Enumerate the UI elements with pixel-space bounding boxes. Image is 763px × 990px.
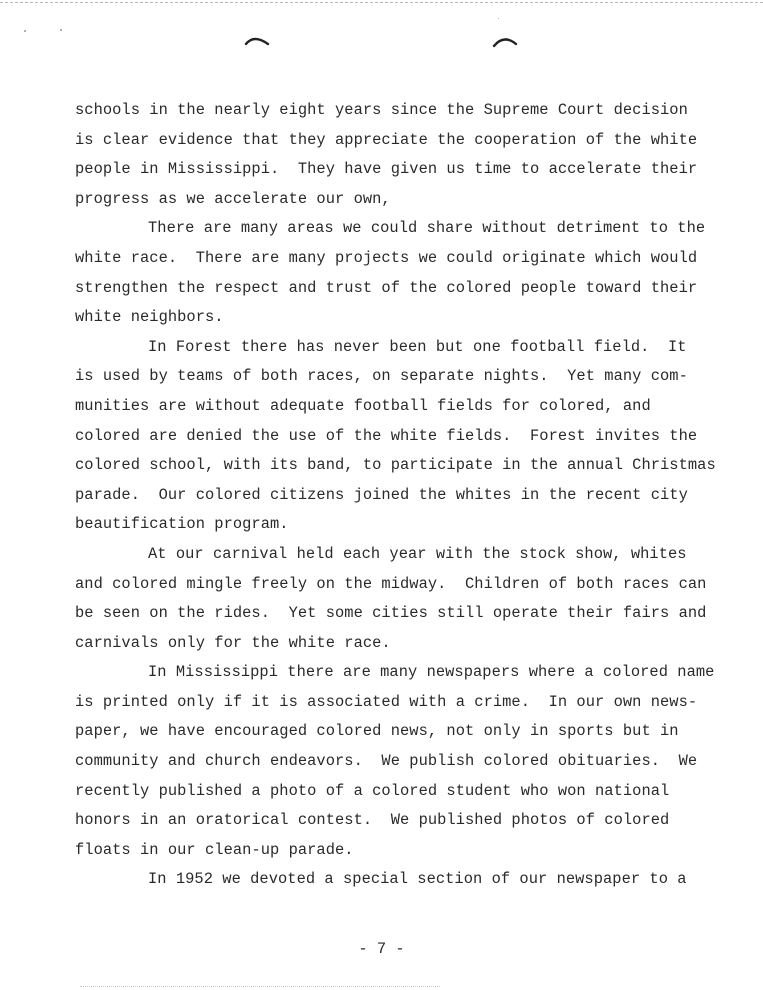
text-line: community and church endeavors. We publish colored obituaries. We — [75, 752, 698, 771]
text-line: In Forest there has never been but one football field. It — [148, 337, 687, 356]
paragraph — [75, 214, 755, 332]
text-line: recently published a photo of a colored student who won national — [75, 781, 670, 800]
text-line: white race. There are many projects we could originate which would — [75, 248, 698, 267]
top-edge-rule — [0, 2, 763, 3]
text-line: schools in the nearly eight years since the Supreme Court decision — [75, 101, 688, 119]
text-line: colored are denied the use of the white fields. Forest invites the — [75, 426, 698, 445]
paragraph — [75, 658, 755, 865]
bottom-edge-rule — [80, 986, 440, 987]
text-line: In 1952 we devoted a special section of our newspaper to a — [148, 870, 687, 889]
scan-speck — [498, 18, 499, 19]
text-line: In Mississippi there are many newspapers where a colored name — [148, 663, 715, 682]
text-line: be seen on the rides. Yet some cities still operate their fairs and — [75, 604, 707, 623]
paragraph — [75, 865, 755, 895]
scan-speck — [24, 30, 26, 32]
text-line: parade. Our colored citizens joined the whites in the recent city — [75, 485, 688, 504]
binder-mark-left — [244, 32, 272, 48]
page-number: - 7 - — [358, 940, 405, 958]
text-line: is printed only if it is associated with a crime. In our own news- — [75, 692, 698, 711]
binder-mark-right — [492, 32, 520, 48]
text-line: white neighbors. — [75, 308, 224, 327]
text-line: strengthen the respect and trust of the colored people toward their — [75, 278, 698, 297]
text-line: munities are without adequate football fields for colored, and — [75, 396, 651, 415]
text-line: and colored mingle freely on the midway. Children of both races can — [75, 574, 707, 593]
paragraph — [75, 333, 755, 540]
text-line: There are many areas we could share without detriment to the — [148, 219, 706, 238]
text-line: is used by teams of both races, on separate nights. Yet many com- — [75, 367, 688, 386]
text-line: At our carnival held each year with the stock show, whites — [148, 544, 687, 563]
text-line: floats in our clean-up parade. — [75, 840, 354, 859]
paragraph — [75, 96, 755, 214]
text-line: progress as we accelerate our own, — [75, 189, 391, 208]
document-body — [75, 96, 755, 895]
text-line: carnivals only for the white race. — [75, 633, 391, 652]
scan-speck — [60, 29, 62, 31]
text-line: people in Mississippi. They have given us time to accelerate their — [75, 160, 698, 179]
text-line: honors in an oratorical contest. We published photos of colored — [75, 811, 670, 830]
text-line: is clear evidence that they appreciate the cooperation of the white — [75, 130, 698, 149]
paragraph — [75, 540, 755, 658]
text-line: paper, we have encouraged colored news, not only in sports but in — [75, 722, 679, 741]
text-line: colored school, with its band, to participate in the annual Christmas — [75, 456, 716, 475]
text-line: beautification program. — [75, 515, 289, 534]
